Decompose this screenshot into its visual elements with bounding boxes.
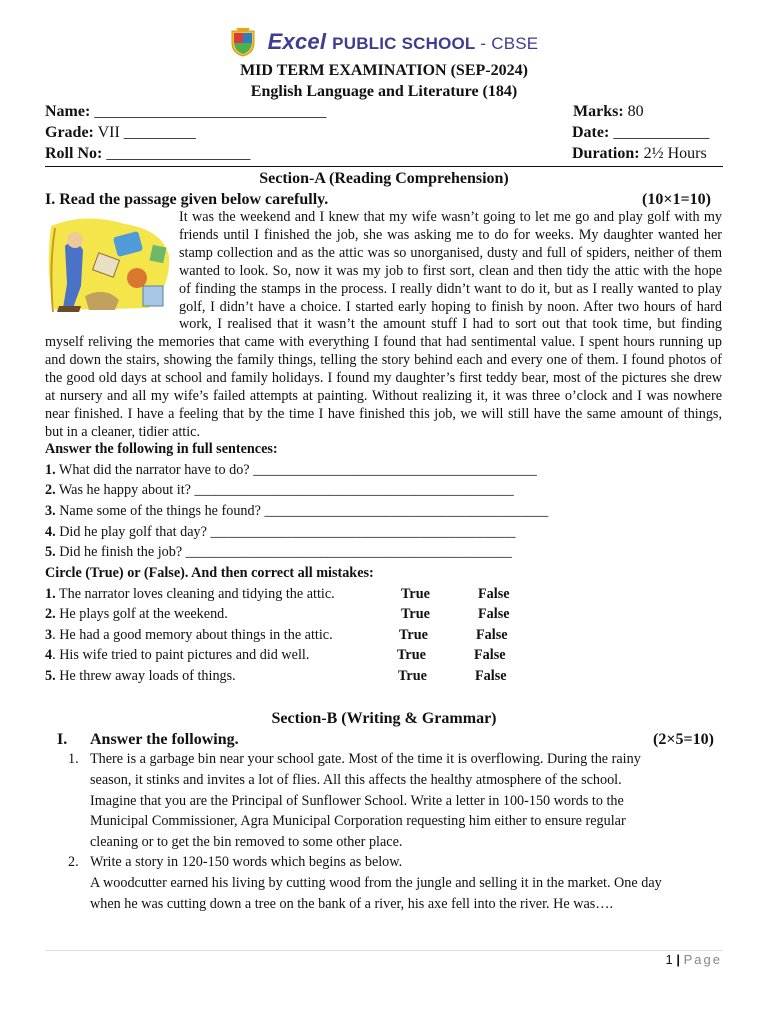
full-sentences-heading: Answer the following in full sentences: bbox=[45, 441, 278, 457]
question-text: Was he happy about it? _____________________________________________ bbox=[55, 482, 514, 498]
section-b-title: Section-B (Writing & Grammar) bbox=[271, 710, 497, 727]
brand-sep: - bbox=[475, 34, 492, 53]
question-number: 5. bbox=[45, 544, 56, 560]
question-text: What did the narrator have to do? ________________________________________ bbox=[55, 462, 537, 478]
roll-field bbox=[45, 145, 250, 163]
tf-statement: . He had a good memory about things in the attic. bbox=[52, 627, 333, 643]
tf-3-true[interactable]: True bbox=[399, 627, 428, 643]
name-label: Name: bbox=[45, 103, 91, 120]
writing-line: when he was cutting down a tree on the bank of a river, his axe fell into the river. He was…. bbox=[90, 895, 614, 912]
writing-item-1-number: 1. bbox=[68, 751, 79, 767]
tf-number: 4 bbox=[45, 647, 53, 663]
tf-statement: The narrator loves cleaning and tidying the attic. bbox=[55, 586, 335, 602]
brand-board: CBSE bbox=[491, 34, 539, 53]
roll-label: Roll No: bbox=[45, 145, 103, 162]
question-2 bbox=[45, 482, 514, 499]
writing-line: Municipal Commissioner, Agra Municipal Corporation requesting him either to ensure regular bbox=[90, 813, 626, 830]
question-text: Did he finish the job? ______________________________________________ bbox=[55, 544, 512, 560]
question-1 bbox=[45, 462, 537, 479]
tf-2-false[interactable]: False bbox=[478, 606, 510, 622]
passage-text: It was the weekend and I knew that my wife wasn’t going to let me go and play golf with my friends until I finished the job, she was asking me to do for weeks. My daughter wanted her stamp collection and as the attic was so unorganised, dusty and full of spiders, neither of them wanted to look. So, now it was my job to first sort, clean and then tidy the attic with the hope of finding the stamps in the process. I really didn’t want to do it, but as I really wanted to play golf, I didn’t have a choice. I started early hoping to finish by noon. After two hours of hard work, I realised that it wasn’t the amount stuff I had to sort out that took time, but finding myself reliving the memories that came with everything I found that had sentimental value. I spent hours running up and down the stairs, showing the family things, telling the story behind each and every one of them. I found photos of the good old days at school and family holidays. I found my daughter’s first teddy bear, most of the pictures she drew at nursery and all my wife’s failed attempts at painting. Without realizing it, it was three o’clock and I was nowhere near finished. I have a feeling that by the time I have finished this job, we will still have the same amount of things, but in a cleaner, tidier attic. bbox=[45, 209, 722, 440]
duration-value: 2½ Hours bbox=[643, 145, 707, 162]
writing-line: Write a story in 120-150 words which begins as below. bbox=[90, 854, 403, 870]
school-name bbox=[268, 29, 539, 55]
tf-4-false[interactable]: False bbox=[474, 647, 506, 663]
section-b-marks: (2×5=10) bbox=[653, 731, 714, 748]
question-4 bbox=[45, 524, 516, 541]
tf-3-false[interactable]: False bbox=[476, 627, 508, 643]
question-number: 1. bbox=[45, 462, 56, 478]
school-header bbox=[0, 26, 768, 58]
question-text: Did he play golf that day? ___________________________________________ bbox=[55, 524, 516, 540]
brand-excel: Excel bbox=[267, 29, 327, 54]
question-number: 2. bbox=[45, 482, 56, 498]
question-number: 4. bbox=[45, 524, 56, 540]
writing-line: Imagine that you are the Principal of Sunflower School. Write a letter in 100-150 words to the bbox=[90, 792, 624, 809]
subject-title: English Language and Literature (184) bbox=[250, 83, 518, 100]
page-number: 1 bbox=[665, 952, 673, 967]
tf-item-3 bbox=[45, 627, 333, 644]
tf-1-true[interactable]: True bbox=[401, 586, 430, 602]
reading-passage bbox=[45, 209, 722, 442]
tf-4-true[interactable]: True bbox=[397, 647, 426, 663]
marks-field bbox=[573, 103, 644, 121]
writing-line: cleaning or to get the bin removed to some other place. bbox=[90, 834, 403, 851]
page-sep: | bbox=[672, 952, 684, 967]
page-footer bbox=[666, 952, 722, 967]
school-crest-icon bbox=[230, 27, 256, 57]
section-b-question-heading: Answer the following. bbox=[90, 731, 239, 748]
tf-statement: . His wife tried to paint pictures and did well. bbox=[52, 647, 310, 663]
section-a-marks: (10×1=10) bbox=[642, 191, 711, 208]
tf-number: 5. bbox=[45, 668, 56, 684]
tf-number: 2. bbox=[45, 606, 56, 622]
tf-item-5 bbox=[45, 668, 236, 685]
writing-line: season, it stinks and invites a lot of flies. All this affects the healthy atmosphere of the school. bbox=[90, 771, 622, 788]
date-label: Date: bbox=[572, 124, 610, 141]
question-3 bbox=[45, 503, 548, 520]
name-blank: _____________________________ bbox=[94, 103, 327, 120]
question-text: Name some of the things he found? ________________________________________ bbox=[55, 503, 549, 519]
tf-number: 3 bbox=[45, 627, 53, 643]
tf-2-true[interactable]: True bbox=[401, 606, 430, 622]
page-word: Page bbox=[683, 952, 722, 967]
exam-title: MID TERM EXAMINATION (SEP-2024) bbox=[240, 62, 528, 79]
attic-illustration-icon bbox=[45, 216, 173, 316]
section-b-question-number: I. bbox=[57, 731, 68, 748]
tf-number: 1. bbox=[45, 586, 56, 602]
tf-statement: He plays golf at the weekend. bbox=[55, 606, 228, 622]
tf-statement: He threw away loads of things. bbox=[55, 668, 236, 684]
true-false-heading: Circle (True) or (False). And then correct all mistakes: bbox=[45, 565, 374, 581]
tf-5-true[interactable]: True bbox=[398, 668, 427, 684]
tf-item-2 bbox=[45, 606, 228, 623]
grade-field bbox=[45, 124, 196, 142]
writing-item-1 bbox=[90, 749, 730, 853]
writing-item-2-number: 2. bbox=[68, 854, 79, 870]
date-blank: ____________ bbox=[613, 124, 710, 141]
brand-school: PUBLIC SCHOOL bbox=[332, 34, 476, 53]
tf-item-4 bbox=[45, 647, 309, 664]
writing-line: A woodcutter earned his living by cutting wood from the jungle and selling it in the market. One day bbox=[90, 874, 662, 891]
section-a-question-heading: I. Read the passage given below carefully. bbox=[45, 191, 329, 208]
marks-label: Marks: bbox=[573, 103, 624, 120]
duration-field bbox=[572, 145, 707, 163]
roll-blank: __________________ bbox=[106, 145, 251, 162]
section-a-title: Section-A (Reading Comprehension) bbox=[259, 170, 509, 187]
writing-line: There is a garbage bin near your school gate. Most of the time it is overflowing. During the rainy bbox=[90, 751, 641, 767]
name-field bbox=[45, 103, 326, 121]
grade-value: VII _________ bbox=[97, 124, 196, 141]
date-field bbox=[572, 124, 709, 142]
question-5 bbox=[45, 544, 512, 561]
marks-value: 80 bbox=[627, 103, 644, 120]
writing-item-2 bbox=[90, 852, 730, 914]
tf-1-false[interactable]: False bbox=[478, 586, 510, 602]
tf-5-false[interactable]: False bbox=[475, 668, 507, 684]
tf-item-1 bbox=[45, 586, 335, 603]
question-number: 3. bbox=[45, 503, 56, 519]
grade-label: Grade: bbox=[45, 124, 94, 141]
footer-divider bbox=[45, 950, 723, 951]
duration-label: Duration: bbox=[572, 145, 640, 162]
header-divider bbox=[45, 166, 723, 167]
